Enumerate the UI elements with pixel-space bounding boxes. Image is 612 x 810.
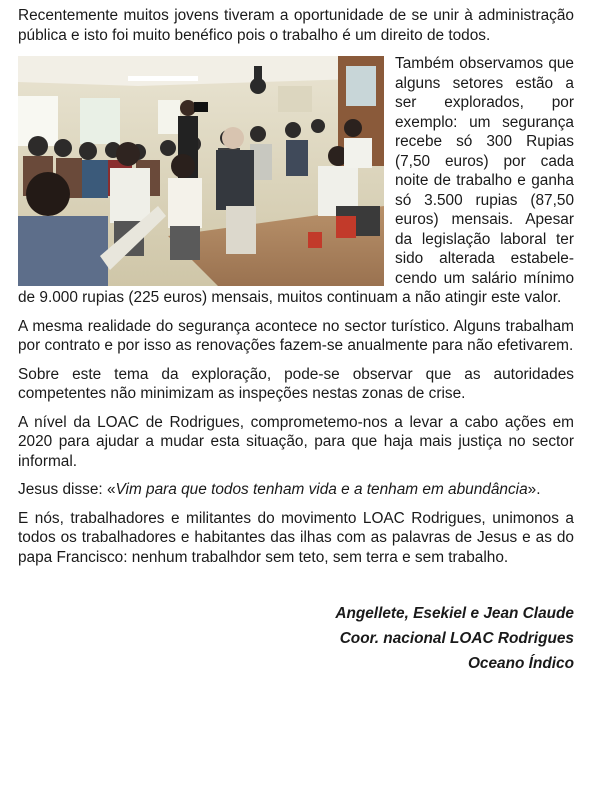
paragraph-intro: Recentemente muitos jovens tiveram a oportunidade de se unir à administração pública e isto foi muito benéfico pois o trabalho é um direito de todos. (18, 7, 574, 44)
paragraph-authorities: Sobre este tema da exploração, pode-se observar que as autoridades competentes não minimizam as inspeções nestas zonas de crise. (18, 365, 574, 402)
paragraph-jesus-quote (18, 480, 574, 500)
article (18, 6, 574, 676)
meeting-photo (18, 56, 384, 286)
signature-block (18, 601, 574, 676)
signature-role: Coor. nacional LOAC Rodrigues (339, 630, 574, 647)
paragraph-exploitation: Também observamos que alguns setores estão a ser explorados, por exemplo: um segurança recebe só 300 Rupias (7,50 euros) por cada noite de trabalho e ganha só 3.500 rupias (87,50 euros) mensais. Apesar da legislação laboral ter sido alterada estabelecendo um salário mínimo de 9.000 rupias (225 euros) mensais, muitos continuam a não atingir este valor. (18, 55, 574, 306)
quote-prefix: Jesus disse: « (18, 481, 116, 498)
paragraph-commitment: A nível da LOAC de Rodrigues, comprometemo-nos a levar a cabo ações em 2020 para ajudar a mudar esta situação, para que haja mais justiça no sector informal. (18, 413, 574, 470)
quote-suffix: ». (527, 481, 541, 498)
quote-text: Vim para que todos tenham vida e a tenham em abundância (115, 481, 528, 498)
paragraph-tourism: A mesma realidade do segurança acontece no sector turístico. Alguns trabalham por contrato e por isso as renovações fazem-se anualmente para não efetivarem. (18, 317, 574, 354)
paragraph-closing: E nós, trabalhadores e militantes do movimento LOAC Rodrigues, unimonos a todos os trabalhadores e habitantes das ilhas com as palavras de Jesus e as do papa Francisco: nenhum trabalhdor sem teto, sem terra e sem trabalho. (18, 509, 574, 566)
signature-authors: Angellete, Esekiel e Jean Claude (335, 605, 574, 622)
signature-place: Oceano Índico (467, 655, 574, 672)
meeting-photo-icon (18, 56, 384, 286)
